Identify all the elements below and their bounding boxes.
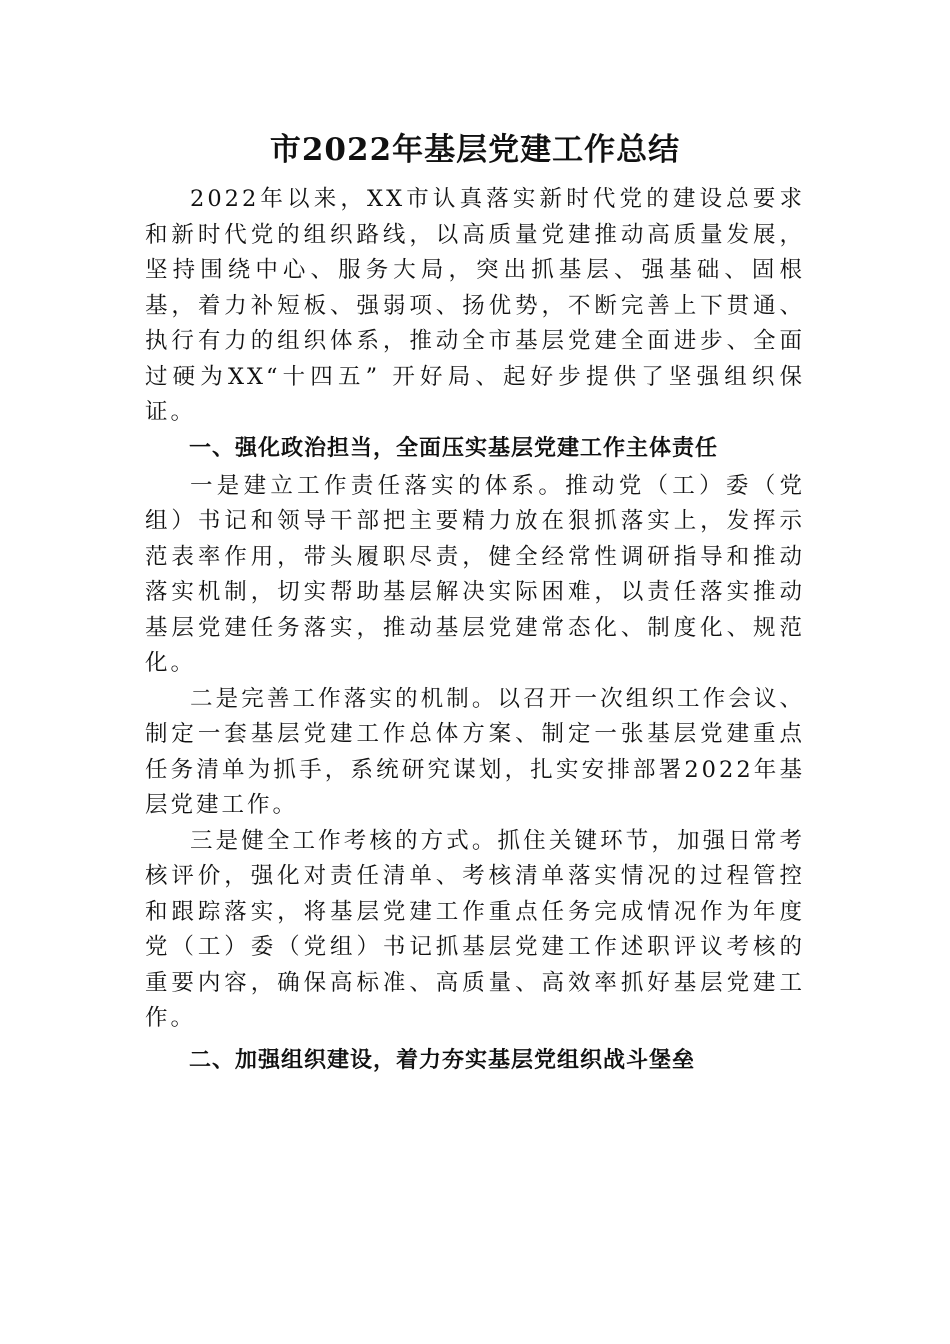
section-2-heading: 二、加强组织建设，着力夯实基层党组织战斗堡垒 [189,1047,696,1073]
document-page [145,128,805,1081]
section-1-paragraph-3: 三是健全工作考核的方式。抓住关键环节，加强日常考核评价，强化对责任清单、考核清单落实情况的过程管控和跟踪落实，将基层党建工作重点任务完成情况作为年度党（工）委（党组）书记抓基层党建工作述职评议考核的重要内容，确保高标准、高质量、高效率抓好基层党建工作。 [145,827,805,1031]
document-title: 市2022年基层党建工作总结 [269,132,681,168]
section-1-paragraph-1: 一是建立工作责任落实的体系。推动党（工）委（党组）书记和领导干部把主要精力放在狠抓落实上，发挥示范表率作用，带头履职尽责，健全经常性调研指导和推动落实机制，切实帮助基层解决实际困难，以责任落实推动基层党建任务落实，推动基层党建常态化、制度化、规范化。 [145,472,805,676]
intro-paragraph: 2022年以来，XX市认真落实新时代党的建设总要求和新时代党的组织路线，以高质量党建推动高质量发展，坚持围绕中心、服务大局，突出抓基层、强基础、固根基，着力补短板、强弱项、扬优势，不断完善上下贯通、执行有力的组织体系，推动全市基层党建全面进步、全面过硬为XX“十四五” 开好局、起好步提供了坚强组织保证。 [145,186,805,425]
section-1-paragraph-2: 二是完善工作落实的机制。以召开一次组织工作会议、制定一套基层党建工作总体方案、制定一张基层党建重点任务清单为抓手，系统研究谋划，扎实安排部署2022年基层党建工作。 [145,685,805,818]
section-1-heading: 一、强化政治担当，全面压实基层党建工作主体责任 [189,435,719,461]
